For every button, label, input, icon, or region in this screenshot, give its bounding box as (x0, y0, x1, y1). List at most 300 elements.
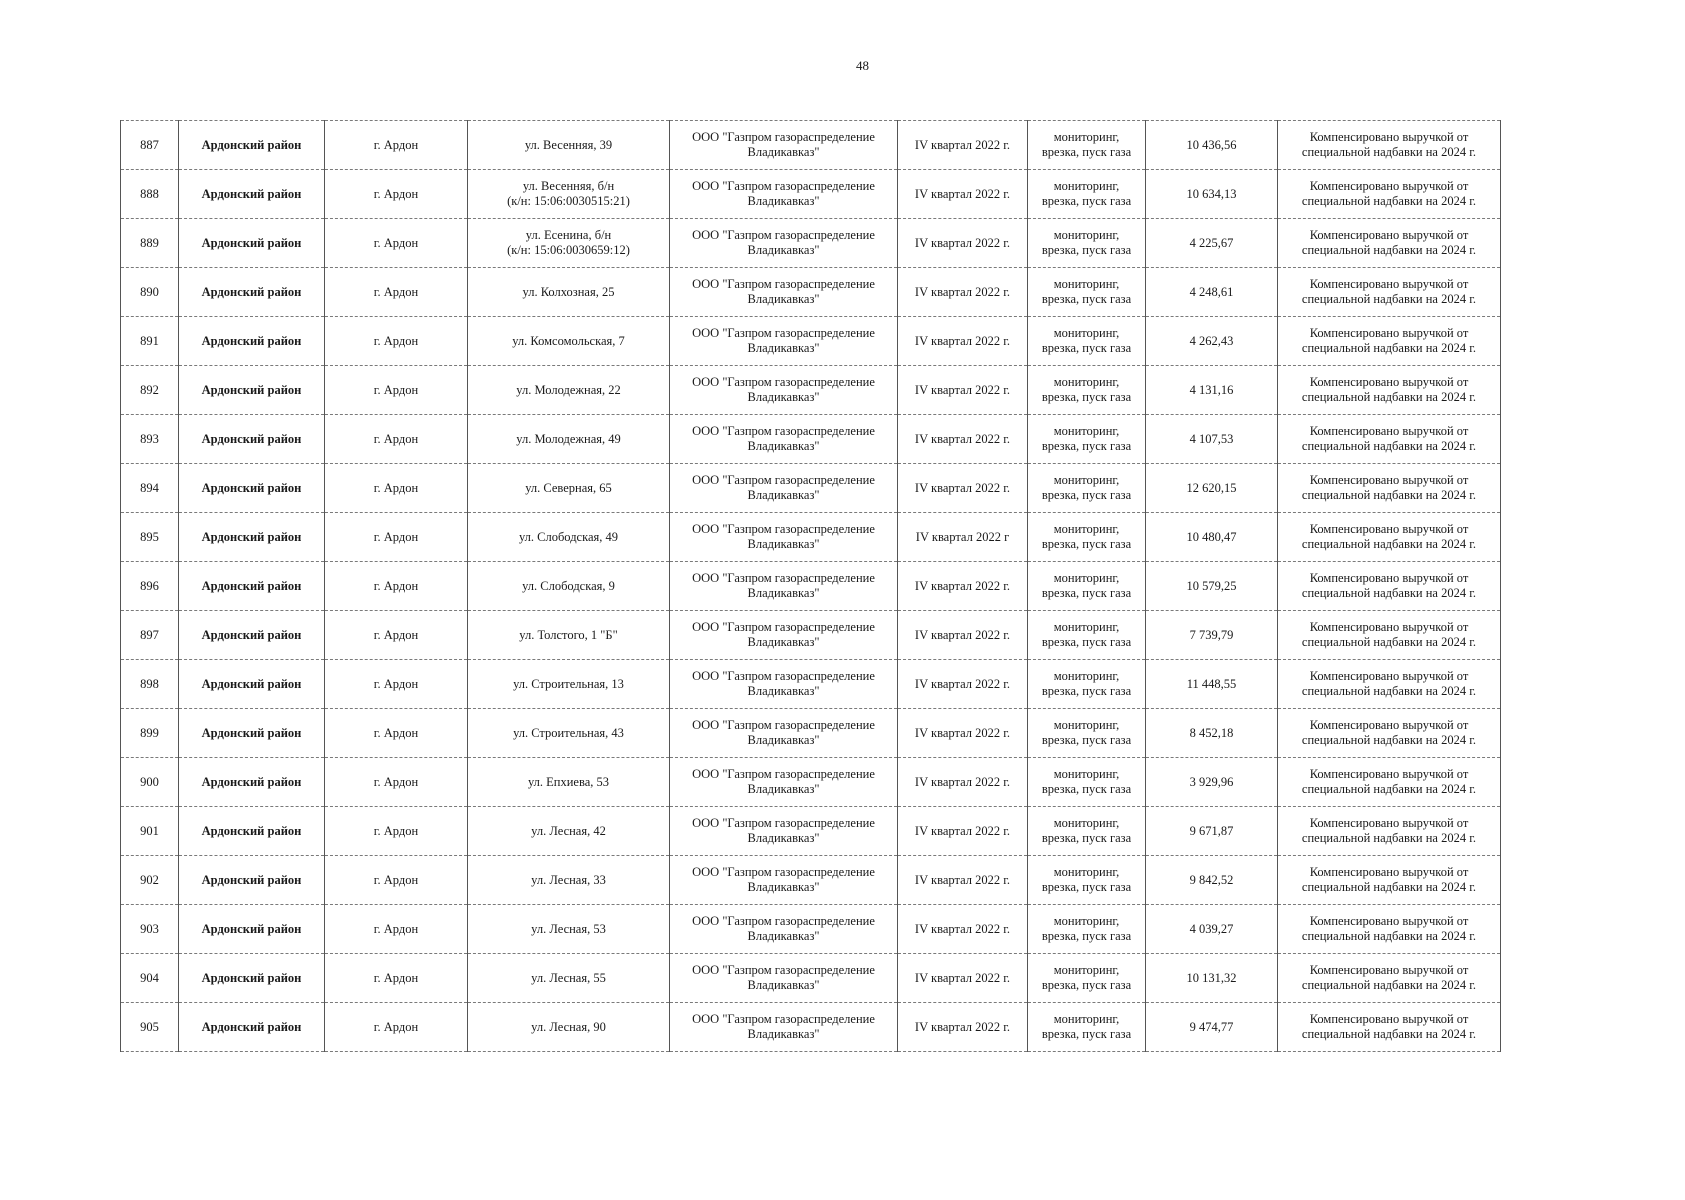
period-cell (898, 758, 1028, 807)
period: IV квартал 2022 г. (914, 872, 1011, 887)
work-type-line1: мониторинг, (1053, 914, 1120, 928)
compensation-status-line2: специальной надбавки на 2024 г. (1301, 537, 1477, 551)
compensation-status-line2: специальной надбавки на 2024 г. (1301, 390, 1477, 404)
compensation-status-cell (1278, 905, 1501, 954)
compensation-status-cell (1278, 807, 1501, 856)
district-cell (179, 611, 325, 660)
compensation-status-line2: специальной надбавки на 2024 г. (1301, 978, 1477, 992)
district-name: Ардонский район (201, 774, 302, 789)
amount: 11 448,55 (1186, 676, 1237, 691)
amount-cell (1146, 807, 1278, 856)
row-number: 888 (140, 186, 159, 201)
work-type-line2: врезка, пуск газа (1041, 978, 1132, 992)
amount: 4 131,16 (1189, 382, 1234, 397)
work-type-line1: мониторинг, (1053, 718, 1120, 732)
compensation-status-line1: Компенсировано выручкой от (1309, 375, 1469, 389)
period: IV квартал 2022 г. (914, 578, 1011, 593)
period-cell (898, 170, 1028, 219)
row-number-cell (121, 513, 179, 562)
city-cell (325, 268, 468, 317)
work-type-line2: врезка, пуск газа (1041, 733, 1132, 747)
address-line: ул. Лесная, 90 (531, 1019, 606, 1034)
work-type-cell (1028, 219, 1146, 268)
operator-name-line1: ООО "Газпром газораспределение (692, 914, 875, 928)
amount-cell (1146, 758, 1278, 807)
period-cell (898, 464, 1028, 513)
compensation-status-cell (1278, 170, 1501, 219)
work-type-cell (1028, 562, 1146, 611)
district-cell (179, 464, 325, 513)
period: IV квартал 2022 г. (914, 186, 1011, 201)
row-number: 894 (140, 480, 159, 495)
district-cell (179, 513, 325, 562)
table-row (121, 905, 1501, 954)
address-line: ул. Северная, 65 (525, 480, 612, 495)
operator-name-line1: ООО "Газпром газораспределение (692, 130, 875, 144)
amount-cell (1146, 954, 1278, 1003)
work-type-line1: мониторинг, (1053, 179, 1120, 193)
city-name: г. Ардон (373, 970, 419, 985)
row-number: 887 (140, 137, 159, 152)
period-cell (898, 415, 1028, 464)
operator-name-line1: ООО "Газпром газораспределение (692, 669, 875, 683)
city-cell (325, 1003, 468, 1052)
work-type-line2: врезка, пуск газа (1041, 880, 1132, 894)
work-type-line2: врезка, пуск газа (1041, 341, 1132, 355)
table-row (121, 807, 1501, 856)
work-type-line1: мониторинг, (1053, 424, 1120, 438)
period-cell (898, 905, 1028, 954)
city-name: г. Ардон (373, 284, 419, 299)
district-name: Ардонский район (201, 823, 302, 838)
operator-name-line2: Владикавказ" (747, 586, 820, 600)
table-row (121, 954, 1501, 1003)
compensation-status-line1: Компенсировано выручкой от (1309, 277, 1469, 291)
work-type-line2: врезка, пуск газа (1041, 1027, 1132, 1041)
address-line: ул. Весенняя, 39 (524, 137, 613, 152)
work-type-cell (1028, 905, 1146, 954)
city-cell (325, 611, 468, 660)
compensation-status-cell (1278, 611, 1501, 660)
work-type-line1: мониторинг, (1053, 669, 1120, 683)
row-number: 891 (140, 333, 159, 348)
work-type-line1: мониторинг, (1053, 571, 1120, 585)
district-cell (179, 1003, 325, 1052)
district-cell (179, 905, 325, 954)
district-name: Ардонский район (201, 186, 302, 201)
city-cell (325, 905, 468, 954)
operator-name-line1: ООО "Газпром газораспределение (692, 228, 875, 242)
work-type-line1: мониторинг, (1053, 473, 1120, 487)
row-number: 890 (140, 284, 159, 299)
work-type-line1: мониторинг, (1053, 963, 1120, 977)
city-name: г. Ардон (373, 774, 419, 789)
compensation-status-line1: Компенсировано выручкой от (1309, 914, 1469, 928)
work-type-line1: мониторинг, (1053, 277, 1120, 291)
amount-cell (1146, 268, 1278, 317)
operator-name-line2: Владикавказ" (747, 194, 820, 208)
address-line: ул. Слободская, 49 (518, 529, 619, 544)
compensation-status-cell (1278, 562, 1501, 611)
row-number-cell (121, 1003, 179, 1052)
address-line: ул. Лесная, 33 (531, 872, 606, 887)
city-name: г. Ардон (373, 137, 419, 152)
operator-name-line1: ООО "Газпром газораспределение (692, 277, 875, 291)
address-line: ул. Лесная, 42 (531, 823, 606, 838)
operator-name-line1: ООО "Газпром газораспределение (692, 571, 875, 585)
operator-cell (670, 1003, 898, 1052)
amount: 4 225,67 (1189, 235, 1234, 250)
table-row (121, 464, 1501, 513)
compensation-status-line1: Компенсировано выручкой от (1309, 669, 1469, 683)
district-cell (179, 758, 325, 807)
compensation-status-cell (1278, 268, 1501, 317)
city-name: г. Ардон (373, 823, 419, 838)
district-name: Ардонский район (201, 235, 302, 250)
work-type-line1: мониторинг, (1053, 1012, 1120, 1026)
compensation-status-cell (1278, 1003, 1501, 1052)
row-number: 901 (140, 823, 159, 838)
work-type-cell (1028, 660, 1146, 709)
table-row (121, 758, 1501, 807)
address-cell (468, 366, 670, 415)
address-line: ул. Комсомольская, 7 (512, 333, 625, 348)
operator-name-line2: Владикавказ" (747, 880, 820, 894)
city-cell (325, 415, 468, 464)
row-number: 893 (140, 431, 159, 446)
amount-cell (1146, 121, 1278, 170)
work-type-line2: врезка, пуск газа (1041, 831, 1132, 845)
row-number-cell (121, 954, 179, 1003)
amount-cell (1146, 513, 1278, 562)
row-number: 903 (140, 921, 159, 936)
address-cell (468, 562, 670, 611)
table-row (121, 170, 1501, 219)
district-name: Ардонский район (201, 333, 302, 348)
address-cell (468, 415, 670, 464)
compensation-status-line1: Компенсировано выручкой от (1309, 326, 1469, 340)
operator-cell (670, 170, 898, 219)
address-line: ул. Есенина, б/н (525, 228, 612, 242)
district-cell (179, 954, 325, 1003)
district-name: Ардонский район (201, 578, 302, 593)
period: IV квартал 2022 г. (914, 970, 1011, 985)
operator-name-line2: Владикавказ" (747, 243, 820, 257)
operator-name-line1: ООО "Газпром газораспределение (692, 179, 875, 193)
district-name: Ардонский район (201, 284, 302, 299)
work-type-line1: мониторинг, (1053, 522, 1120, 536)
work-type-line2: врезка, пуск газа (1041, 292, 1132, 306)
amount-cell (1146, 562, 1278, 611)
address-cell (468, 758, 670, 807)
district-name: Ардонский район (201, 382, 302, 397)
operator-cell (670, 856, 898, 905)
row-number: 896 (140, 578, 159, 593)
period: IV квартал 2022 г. (914, 1019, 1011, 1034)
compensation-status-line2: специальной надбавки на 2024 г. (1301, 243, 1477, 257)
operator-cell (670, 415, 898, 464)
work-type-line2: врезка, пуск газа (1041, 243, 1132, 257)
period-cell (898, 954, 1028, 1003)
district-cell (179, 366, 325, 415)
address-cell (468, 856, 670, 905)
compensation-status-line1: Компенсировано выручкой от (1309, 963, 1469, 977)
operator-cell (670, 954, 898, 1003)
compensation-status-line1: Компенсировано выручкой от (1309, 1012, 1469, 1026)
amount: 8 452,18 (1189, 725, 1234, 740)
amount: 10 634,13 (1186, 186, 1237, 201)
operator-name-line2: Владикавказ" (747, 292, 820, 306)
work-type-line1: мониторинг, (1053, 375, 1120, 389)
row-number-cell (121, 219, 179, 268)
address-cell (468, 1003, 670, 1052)
city-name: г. Ардон (373, 921, 419, 936)
amount-cell (1146, 709, 1278, 758)
table-body (121, 121, 1501, 1052)
operator-name-line2: Владикавказ" (747, 782, 820, 796)
period: IV квартал 2022 г. (914, 235, 1011, 250)
compensation-status-line1: Компенсировано выручкой от (1309, 767, 1469, 781)
amount-cell (1146, 170, 1278, 219)
district-name: Ардонский район (201, 725, 302, 740)
city-cell (325, 513, 468, 562)
address-cell (468, 513, 670, 562)
operator-name-line2: Владикавказ" (747, 733, 820, 747)
operator-cell (670, 121, 898, 170)
period-cell (898, 856, 1028, 905)
period: IV квартал 2022 г. (914, 480, 1011, 495)
district-name: Ардонский район (201, 872, 302, 887)
compensation-status-line2: специальной надбавки на 2024 г. (1301, 831, 1477, 845)
work-type-cell (1028, 464, 1146, 513)
amount-cell (1146, 660, 1278, 709)
period: IV квартал 2022 г. (914, 431, 1011, 446)
cadastral-number: (к/н: 15:06:0030659:12) (507, 243, 630, 257)
operator-name-line2: Владикавказ" (747, 145, 820, 159)
amount-cell (1146, 366, 1278, 415)
operator-name-line1: ООО "Газпром газораспределение (692, 473, 875, 487)
table-row (121, 317, 1501, 366)
district-cell (179, 807, 325, 856)
compensation-status-line2: специальной надбавки на 2024 г. (1301, 733, 1477, 747)
amount: 3 929,96 (1189, 774, 1234, 789)
compensation-status-cell (1278, 758, 1501, 807)
district-cell (179, 170, 325, 219)
compensation-status-line2: специальной надбавки на 2024 г. (1301, 635, 1477, 649)
city-cell (325, 807, 468, 856)
period: IV квартал 2022 г. (914, 676, 1011, 691)
table-row (121, 611, 1501, 660)
address-line: ул. Весенняя, б/н (522, 179, 615, 193)
row-number-cell (121, 121, 179, 170)
city-cell (325, 562, 468, 611)
operator-name-line1: ООО "Газпром газораспределение (692, 865, 875, 879)
city-cell (325, 170, 468, 219)
address-line: ул. Епхиева, 53 (527, 774, 610, 789)
compensation-status-cell (1278, 219, 1501, 268)
compensation-status-cell (1278, 121, 1501, 170)
amount-cell (1146, 611, 1278, 660)
compensation-status-cell (1278, 660, 1501, 709)
city-cell (325, 464, 468, 513)
period-cell (898, 807, 1028, 856)
amount: 9 842,52 (1189, 872, 1234, 887)
work-type-line2: врезка, пуск газа (1041, 439, 1132, 453)
work-type-cell (1028, 709, 1146, 758)
row-number: 902 (140, 872, 159, 887)
compensation-status-cell (1278, 709, 1501, 758)
address-cell (468, 807, 670, 856)
amount: 9 671,87 (1189, 823, 1234, 838)
district-name: Ардонский район (201, 921, 302, 936)
address-cell (468, 170, 670, 219)
row-number-cell (121, 366, 179, 415)
district-name: Ардонский район (201, 627, 302, 642)
operator-name-line1: ООО "Газпром газораспределение (692, 816, 875, 830)
period-cell (898, 562, 1028, 611)
district-cell (179, 219, 325, 268)
row-number-cell (121, 464, 179, 513)
city-name: г. Ардон (373, 529, 419, 544)
operator-name-line2: Владикавказ" (747, 831, 820, 845)
row-number: 892 (140, 382, 159, 397)
address-cell (468, 219, 670, 268)
operator-name-line1: ООО "Газпром газораспределение (692, 620, 875, 634)
city-cell (325, 317, 468, 366)
operator-name-line2: Владикавказ" (747, 488, 820, 502)
table-row (121, 366, 1501, 415)
work-type-cell (1028, 954, 1146, 1003)
operator-name-line2: Владикавказ" (747, 390, 820, 404)
row-number-cell (121, 758, 179, 807)
work-type-cell (1028, 807, 1146, 856)
row-number-cell (121, 905, 179, 954)
work-type-line2: врезка, пуск газа (1041, 929, 1132, 943)
operator-cell (670, 268, 898, 317)
work-type-line2: врезка, пуск газа (1041, 194, 1132, 208)
city-name: г. Ардон (373, 186, 419, 201)
address-line: ул. Строительная, 13 (513, 676, 624, 691)
city-name: г. Ардон (373, 676, 419, 691)
district-cell (179, 268, 325, 317)
period-cell (898, 660, 1028, 709)
table-row (121, 562, 1501, 611)
district-cell (179, 562, 325, 611)
amount: 12 620,15 (1186, 480, 1237, 495)
operator-cell (670, 513, 898, 562)
address-line: ул. Строительная, 43 (513, 725, 624, 740)
amount-cell (1146, 219, 1278, 268)
work-type-line2: врезка, пуск газа (1041, 537, 1132, 551)
table-row (121, 415, 1501, 464)
amount: 10 131,32 (1186, 970, 1237, 985)
address-cell (468, 268, 670, 317)
amount-cell (1146, 905, 1278, 954)
work-type-line1: мониторинг, (1053, 865, 1120, 879)
row-number-cell (121, 611, 179, 660)
operator-name-line1: ООО "Газпром газораспределение (692, 375, 875, 389)
operator-cell (670, 758, 898, 807)
operator-name-line2: Владикавказ" (747, 684, 820, 698)
period-cell (898, 268, 1028, 317)
operator-name-line2: Владикавказ" (747, 537, 820, 551)
work-type-cell (1028, 611, 1146, 660)
compensation-status-cell (1278, 415, 1501, 464)
work-type-cell (1028, 366, 1146, 415)
row-number-cell (121, 562, 179, 611)
address-line: ул. Лесная, 55 (531, 970, 606, 985)
operator-cell (670, 366, 898, 415)
period: IV квартал 2022 г. (914, 382, 1011, 397)
amount: 7 739,79 (1189, 627, 1234, 642)
amount-cell (1146, 464, 1278, 513)
operator-cell (670, 611, 898, 660)
period: IV квартал 2022 г. (914, 823, 1011, 838)
work-type-line2: врезка, пуск газа (1041, 390, 1132, 404)
operator-cell (670, 807, 898, 856)
operator-cell (670, 660, 898, 709)
period: IV квартал 2022 г (915, 529, 1010, 544)
period-cell (898, 317, 1028, 366)
city-name: г. Ардон (373, 382, 419, 397)
compensation-status-cell (1278, 856, 1501, 905)
compensation-status-line2: специальной надбавки на 2024 г. (1301, 684, 1477, 698)
operator-name-line1: ООО "Газпром газораспределение (692, 1012, 875, 1026)
district-name: Ардонский район (201, 676, 302, 691)
compensation-status-line2: специальной надбавки на 2024 г. (1301, 292, 1477, 306)
row-number: 905 (140, 1019, 159, 1034)
period: IV квартал 2022 г. (914, 333, 1011, 348)
address-cell (468, 709, 670, 758)
district-name: Ардонский район (201, 431, 302, 446)
work-type-line1: мониторинг, (1053, 130, 1120, 144)
operator-name-line1: ООО "Газпром газораспределение (692, 718, 875, 732)
city-name: г. Ардон (373, 1019, 419, 1034)
city-name: г. Ардон (373, 431, 419, 446)
work-type-line2: врезка, пуск газа (1041, 145, 1132, 159)
period: IV квартал 2022 г. (914, 774, 1011, 789)
address-line: ул. Молодежная, 22 (516, 382, 621, 397)
compensation-status-line2: специальной надбавки на 2024 г. (1301, 145, 1477, 159)
work-type-line2: врезка, пуск газа (1041, 684, 1132, 698)
compensation-status-cell (1278, 954, 1501, 1003)
amount-cell (1146, 415, 1278, 464)
amount: 4 262,43 (1189, 333, 1234, 348)
address-cell (468, 954, 670, 1003)
district-name: Ардонский район (201, 137, 302, 152)
city-cell (325, 660, 468, 709)
work-type-cell (1028, 170, 1146, 219)
address-cell (468, 905, 670, 954)
compensation-status-line2: специальной надбавки на 2024 г. (1301, 880, 1477, 894)
amount: 10 480,47 (1186, 529, 1237, 544)
address-line: ул. Колхозная, 25 (522, 284, 615, 299)
compensation-status-line1: Компенсировано выручкой от (1309, 718, 1469, 732)
row-number-cell (121, 856, 179, 905)
row-number: 889 (140, 235, 159, 250)
period: IV квартал 2022 г. (914, 284, 1011, 299)
work-type-cell (1028, 268, 1146, 317)
address-line: ул. Молодежная, 49 (516, 431, 621, 446)
amount: 4 039,27 (1189, 921, 1234, 936)
district-name: Ардонский район (201, 970, 302, 985)
operator-cell (670, 562, 898, 611)
city-cell (325, 954, 468, 1003)
address-cell (468, 660, 670, 709)
operator-name-line1: ООО "Газпром газораспределение (692, 963, 875, 977)
row-number: 898 (140, 676, 159, 691)
address-cell (468, 121, 670, 170)
